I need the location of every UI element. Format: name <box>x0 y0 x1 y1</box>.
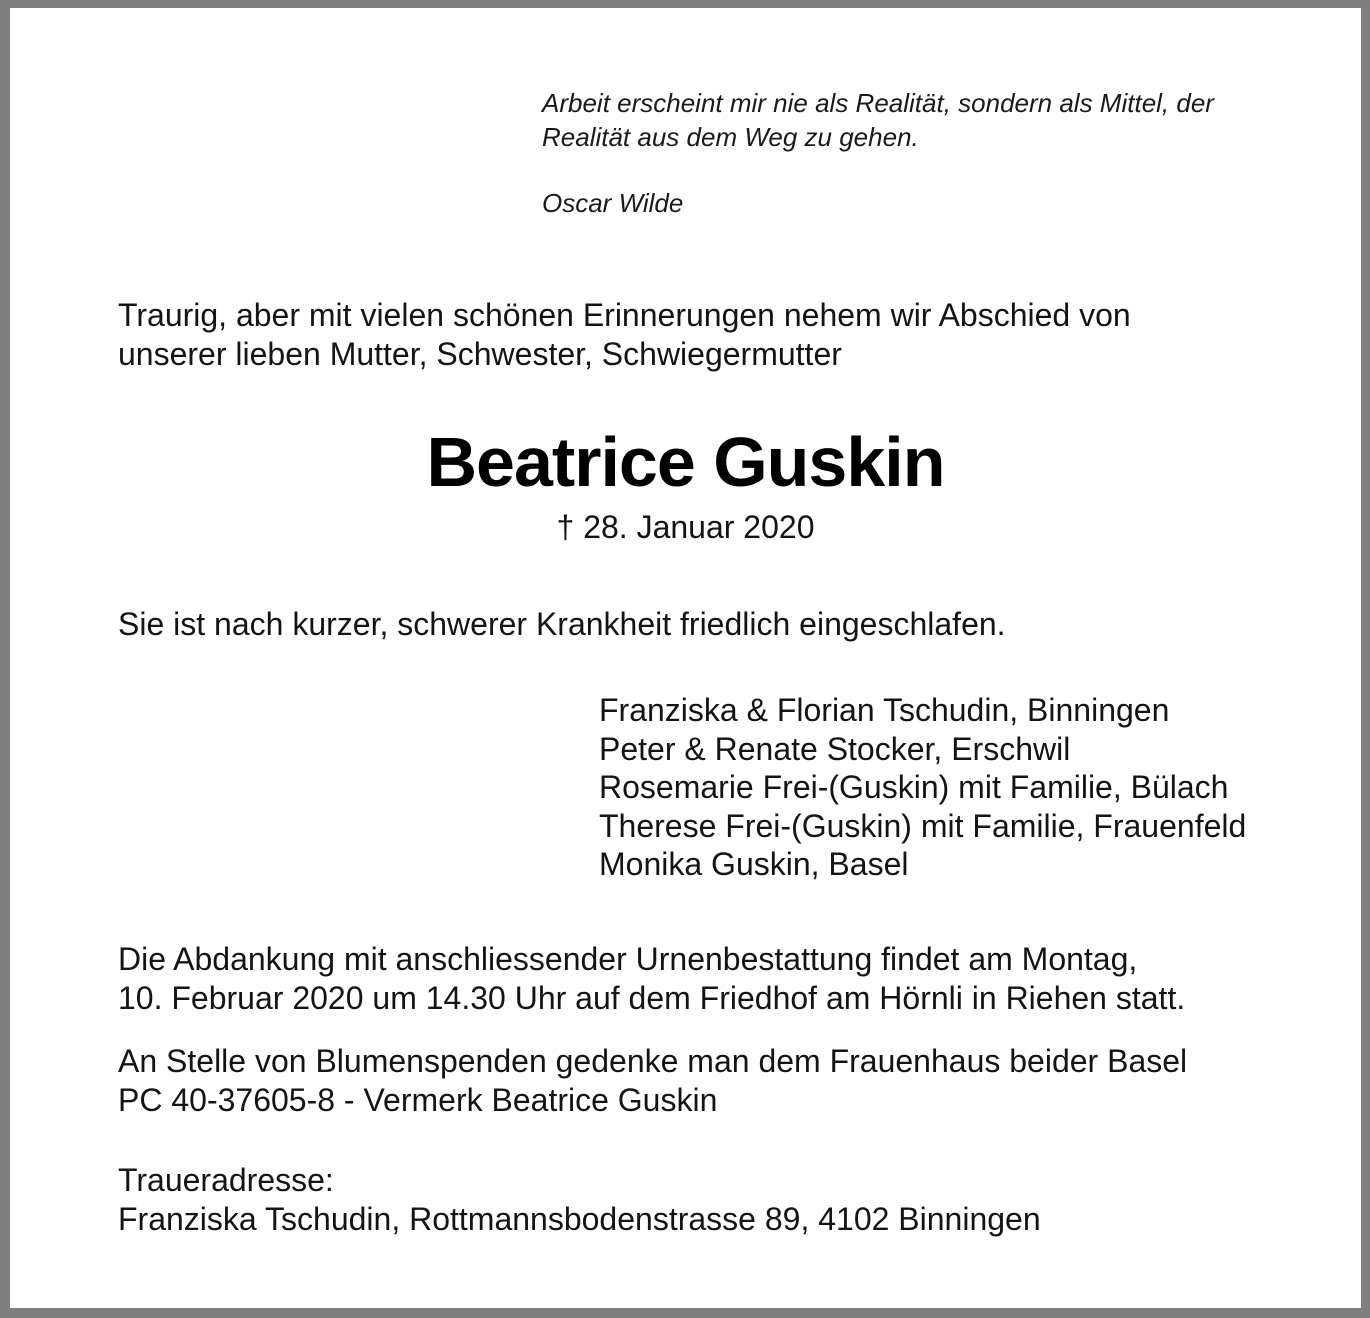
mourner-item: Franziska & Florian Tschudin, Binningen <box>599 692 1170 728</box>
notice-text: Sie ist nach kurzer, schwerer Krankheit friedlich eingeschlafen. <box>118 606 1006 642</box>
quote-line: Realität aus dem Weg zu gehen. <box>542 122 919 152</box>
obituary-page <box>10 8 1361 1308</box>
quote-author: Oscar Wilde <box>542 188 684 218</box>
mourner-item: Monika Guskin, Basel <box>599 846 909 882</box>
death-date: † 28. Januar 2020 <box>556 509 815 545</box>
mourners-list <box>599 691 1246 884</box>
donation-info <box>118 1042 1187 1119</box>
intro-line: Traurig, aber mit vielen schönen Erinnerungen nehem wir Abschied von <box>118 297 1131 333</box>
funeral-info <box>118 940 1185 1017</box>
funeral-line: Die Abdankung mit anschliessender Urnenbestattung findet am Montag, <box>118 941 1138 977</box>
intro-line: unserer lieben Mutter, Schwester, Schwiegermutter <box>118 335 842 372</box>
epigraph-quote <box>542 86 1322 220</box>
quote-line: Arbeit erscheint mir nie als Realität, sondern als Mittel, der <box>542 88 1214 118</box>
mourner-item: Peter & Renate Stocker, Erschwil <box>599 730 1071 767</box>
mourning-address <box>118 1161 1041 1238</box>
donation-line: PC 40-37605-8 - Vermerk Beatrice Guskin <box>118 1081 718 1118</box>
mourner-item: Rosemarie Frei-(Guskin) mit Familie, Bülach <box>599 769 1229 805</box>
address-label: Traueradresse: <box>118 1162 334 1198</box>
address-value: Franziska Tschudin, Rottmannsbodenstrasse 89, 4102 Binningen <box>118 1200 1041 1237</box>
funeral-line: 10. Februar 2020 um 14.30 Uhr auf dem Friedhof am Hörnli in Riehen statt. <box>118 979 1186 1016</box>
mourner-item: Therese Frei-(Guskin) mit Familie, Frauenfeld <box>599 807 1247 844</box>
deceased-name: Beatrice Guskin <box>426 423 945 501</box>
donation-line: An Stelle von Blumenspenden gedenke man dem Frauenhaus beider Basel <box>118 1043 1188 1079</box>
intro-paragraph <box>118 296 1131 373</box>
